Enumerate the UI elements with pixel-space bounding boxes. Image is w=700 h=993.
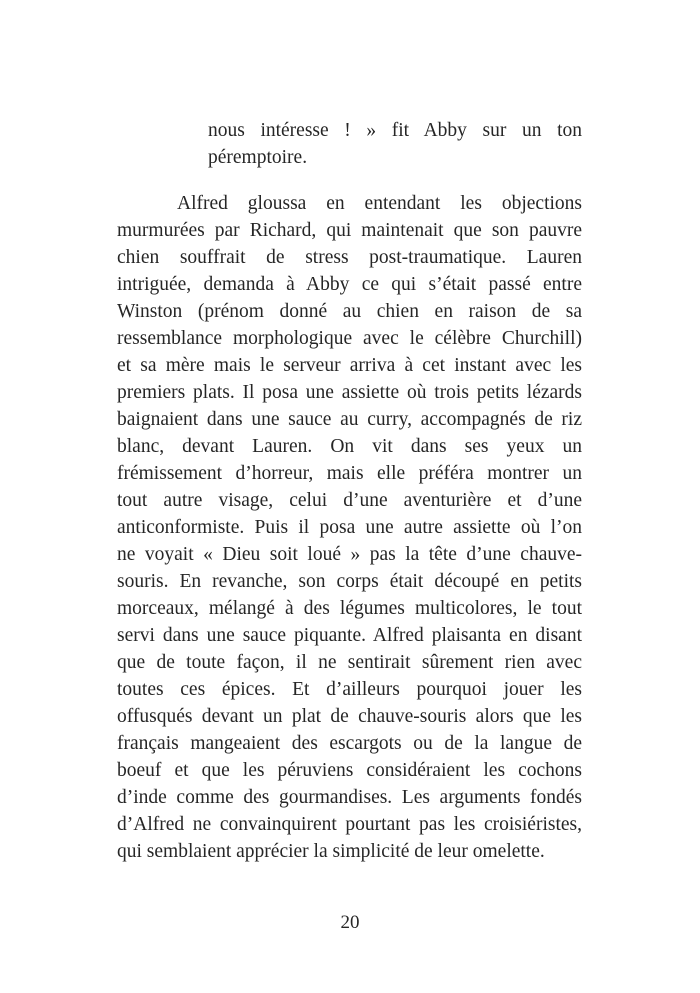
paragraph-line: chien souffrait de stress post-traumatique. Lauren (117, 247, 582, 268)
paragraph-line: boeuf et que les péruviens considéraient les cochons (117, 760, 582, 781)
paragraph-line: Winston (prénom donné au chien en raison de sa (117, 301, 582, 322)
paragraph-line: anticonformiste. Puis il posa une autre assiette où l’on (117, 517, 582, 538)
paragraph-line: premiers plats. Il posa une assiette où trois petits lézards (117, 382, 582, 403)
paragraph-line: morceaux, mélangé à des légumes multicolores, le tout (117, 598, 582, 619)
paragraph-line: murmurées par Richard, qui maintenait que son pauvre (117, 220, 582, 241)
paragraph-line: souris. En revanche, son corps était découpé en petits (117, 571, 582, 592)
paragraph-line: frémissement d’horreur, mais elle préféra montrer un (117, 463, 582, 484)
paragraph-line: baignaient dans une sauce au curry, accompagnés de riz (117, 409, 582, 430)
paragraph-line: offusqués devant un plat de chauve-souris alors que les (117, 706, 582, 727)
page-number: 20 (340, 912, 360, 933)
paragraph-line: servi dans une sauce piquante. Alfred plaisanta en disant (117, 625, 582, 646)
paragraph-line: et sa mère mais le serveur arriva à cet instant avec les (117, 355, 582, 376)
paragraph-line: ne voyait « Dieu soit loué » pas la tête d’une chauve- (117, 544, 582, 565)
paragraph-line: qui semblaient apprécier la simplicité de leur omelette. (117, 841, 545, 862)
paragraph-line: toutes ces épices. Et d’ailleurs pourquoi jouer les (117, 679, 582, 700)
paragraph-line: tout autre visage, celui d’une aventurière et d’une (117, 490, 582, 511)
paragraph-line: intriguée, demanda à Abby ce qui s’était passé entre (117, 274, 582, 295)
paragraph-line: d’Alfred ne convainquirent pourtant pas les croisiéristes, (117, 814, 582, 835)
paragraph-line: blanc, devant Lauren. On vit dans ses yeux un (117, 436, 582, 457)
paragraph-line: d’inde comme des gourmandises. Les arguments fondés (117, 787, 582, 808)
paragraph-line: français mangeaient des escargots ou de la langue de (117, 733, 582, 754)
paragraph-line: ressemblance morphologique avec le célèbre Churchill) (117, 328, 582, 349)
paragraph-line: que de toute façon, il ne sentirait sûrement rien avec (117, 652, 582, 673)
paragraph-line: Alfred gloussa en entendant les objections (177, 193, 582, 214)
quote-line: péremptoire. (208, 147, 308, 168)
quote-line: nous intéresse ! » fit Abby sur un ton (208, 120, 582, 141)
